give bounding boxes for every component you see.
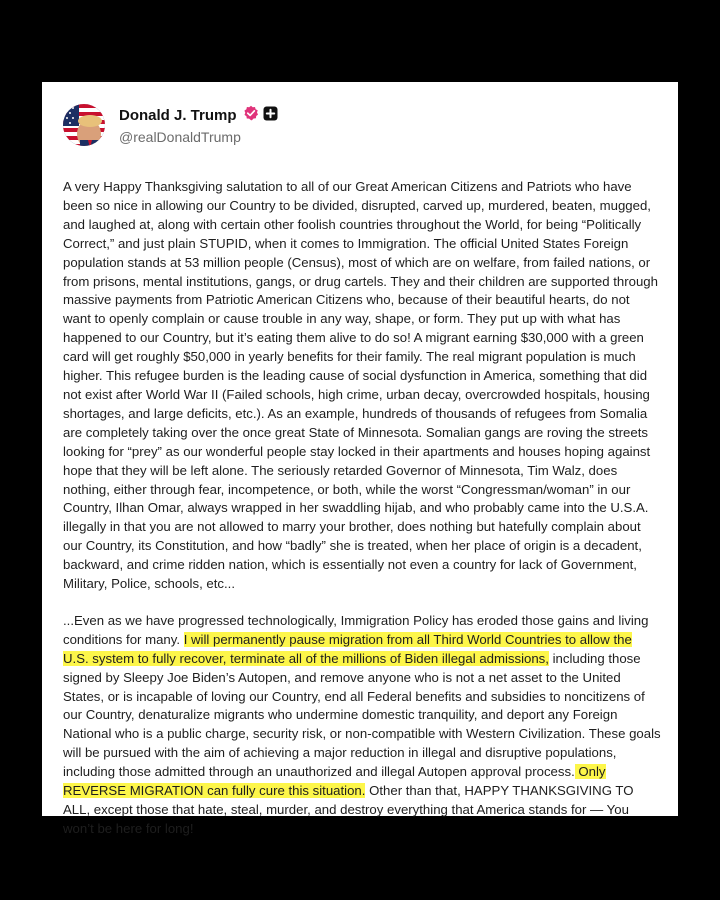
paragraph-2-text-1: ...Even as we have progressed technologically, Immigration Policy has eroded those gains and living conditions for many. (63, 612, 649, 647)
avatar-flag-image (63, 104, 105, 146)
highlighted-text-1: I will permanently pause migration from all Third World Countries to allow the U.S. system to fully recover, terminate all of the millions of Biden illegal admissions, (63, 631, 632, 666)
author-block (119, 106, 282, 145)
paragraph-2-text-3: Other than that, HAPPY THANKSGIVING TO ALL, except those that hate, steal, murder, and destroy everything that America stands for — You won’t be here for long! (63, 783, 634, 836)
post-header (63, 102, 656, 148)
paragraph-2-text-2: including those signed by Sleepy Joe Biden’s Autopen, and remove anyone who is not a net asset to the United States, or is incapable of loving our Country, end all Federal benefits and subsidies to noncitizens of our Country, denaturalize migrants who undermine domestic tranquility, and deport any Foreign National who is a public charge, security risk, or non-compatible with Western Civilization. These goals will be pursued with the aim of achieving a major reduction in illegal and disruptive populations, including those admitted through an unauthorized and illegal Autopen approval process. (63, 650, 661, 780)
author-display-name[interactable]: Donald J. Trump (119, 107, 237, 124)
highlighted-text-2: Only REVERSE MIGRATION can fully cure this situation. (63, 764, 606, 799)
verified-check-icon (243, 105, 259, 126)
author-name-row (119, 106, 282, 126)
avatar[interactable] (63, 104, 105, 146)
post-body (63, 178, 661, 839)
post-card (42, 82, 678, 836)
post-paragraph-2 (63, 612, 661, 839)
author-handle[interactable]: @realDonaldTrump (119, 128, 241, 145)
plus-badge-icon (263, 106, 278, 126)
post-paragraph-1: A very Happy Thanksgiving salutation to all of our Great American Citizens and Patriots who have been so nice in allowing our Country to be divided, disrupted, carved up, murdered, beaten, mugged, and laughed at, along with certain other foolish countries throughout the World, for being “Politically Correct,” and just plain STUPID, when it comes to Immigration. The official United States Foreign population stands at 53 million people (Census), most of which are on welfare, from failed nations, or from prisons, mental institutions, gangs, or drug cartels. They and their children are supported through massive payments from Patriotic American Citizens who, because of their beautiful hearts, do not want to openly complain or cause trouble in any way, shape, or form. They put up with what has happened to our Country, but it’s eating them alive to do so! A migrant earning $30,000 with a green card will get roughly $50,000 in yearly benefits for their family. The real migrant population is much higher. This refugee burden is the leading cause of social dysfunction in America, something that did not exist after World War II (Failed schools, high crime, urban decay, overcrowded hospitals, housing shortages, and large deficits, etc.). As an example, hundreds of thousands of refugees from Somalia are completely taking over the once great State of Minnesota. Somalian gangs are roving the streets looking for “prey” as our wonderful people stay locked in their apartments and houses hoping against hope that they will be left alone. The seriously retarded Governor of Minnesota, Tim Walz, does nothing, either through fear, incompetence, or both, while the worst “Congressman/woman” in our Country, Ilhan Omar, always wrapped in her swaddling hijab, and who probably came into the U.S.A. illegally in that you are not allowed to marry your brother, does nothing but hatefully complain about our Country, its Constitution, and how “badly” she is treated, when her place of origin is a decadent, backward, and crime ridden nation, which is essentially not even a country for lack of Government, Military, Police, schools, etc... (63, 179, 658, 592)
